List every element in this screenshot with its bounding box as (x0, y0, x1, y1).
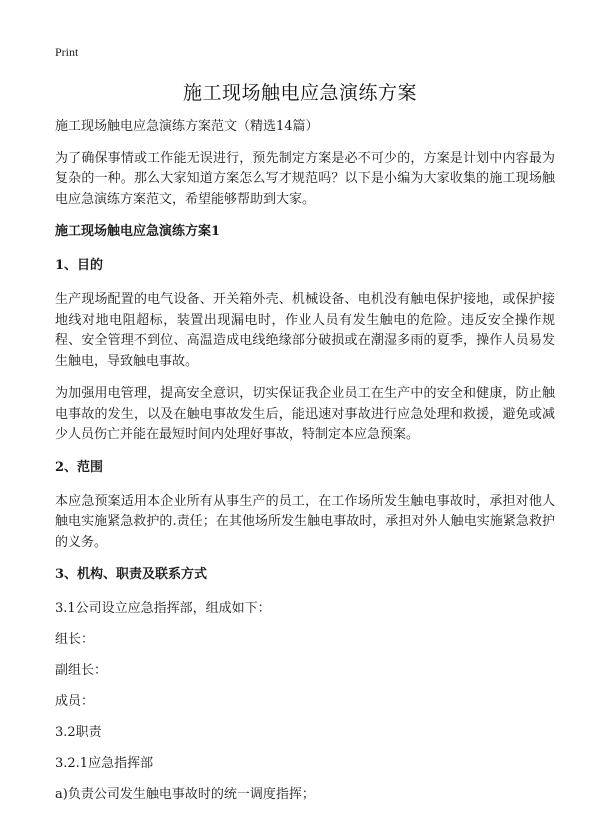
document-subtitle: 施工现场触电应急演练方案范文（精选14篇） (55, 119, 319, 134)
org-item: 3.1公司设立应急指挥部，组成如下： (55, 601, 271, 616)
document-body (55, 117, 555, 816)
org-item: 组长： (55, 632, 95, 647)
org-item: 3.2职责 (55, 725, 102, 740)
org-item: 成员： (55, 694, 95, 709)
org-item: 3.2.1应急指挥部 (55, 756, 154, 771)
org-item: a)负责公司发生触电事故时的统一调度指挥； (55, 787, 315, 802)
org-item: 副组长： (55, 663, 108, 678)
purpose-paragraph-1: 生产现场配置的电气设备、开关箱外壳、机械设备、电机没有触电保护接地，或保护接地线对地电阻超标，装置出现漏电时，作业人员有发生触电的危险。违反安全操作规程、安全管理不到位、高温造成电线绝缘部分破损或在潮湿多雨的夏季，操作人员易发生触电，导致触电事故。 (55, 292, 555, 369)
section-heading-purpose: 1、目的 (55, 258, 104, 273)
purpose-paragraph-2: 为加强用电管理，提高安全意识，切实保证我企业员工在生产中的安全和健康，防止触电事故的发生，以及在触电事故发生后，能迅速对事故进行应急处理和救援，避免或减少人员伤亡并能在最短时间内处理好事故，特制定本应急预案。 (55, 386, 555, 442)
intro-paragraph: 为了确保事情或工作能无误进行，预先制定方案是必不可少的，方案是计划中内容最为复杂的一种。那么大家知道方案怎么写才规范吗？以下是小编为大家收集的施工现场触电应急演练方案范文，希望能够帮助到大家。 (55, 150, 555, 207)
document-title: 施工现场触电应急演练方案 (182, 82, 417, 104)
print-label: Print (55, 45, 79, 59)
section-heading-organization: 3、机构、职责及联系方式 (55, 567, 208, 582)
scope-paragraph: 本应急预案适用本企业所有从事生产的员工，在工作场所发生触电事故时，承担对他人触电实施紧急救护的.责任；在其他场所发生触电事故时，承担对外人触电实施紧急救护的义务。 (55, 493, 555, 550)
section-heading-scope: 2、范围 (55, 459, 104, 475)
plan-heading: 施工现场触电应急演练方案1 (55, 224, 221, 239)
